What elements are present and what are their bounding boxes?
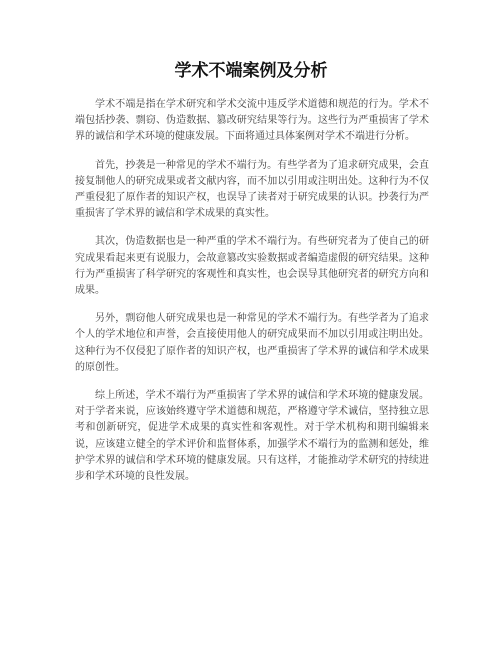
- paragraph-data-fabrication: 其次，伪造数据也是一种严重的学术不端行为。有些研究者为了使自己的研究成果看起来更有说服力，会故意篡改实验数据或者编造虚假的研究结果。这种行为严重损害了科学研究的客观性和真实性，也会误导其他研究者的研究方向和成果。: [75, 236, 429, 297]
- document-title: 学术不端案例及分析: [174, 61, 328, 81]
- paragraph-intro: 学术不端是指在学术研究和学术交流中违反学术道德和规范的行为。学术不端包括抄袭、剽窃、伪造数据、篡改研究结果等行为。这些行为严重损害了学术界的诚信和学术环境的健康发展。下面将通过具体案例对学术不端进行分析。: [75, 99, 429, 143]
- paragraph-conclusion: 综上所述，学术不端行为严重损害了学术界的诚信和学术环境的健康发展。对于学者来说，应该始终遵守学术道德和规范，严格遵守学术诚信，坚持独立思考和创新研究，促进学术成果的真实性和客观性。对于学术机构和期刊编辑来说，应该建立健全的学术评价和监督体系，加强学术不端行为的监测和惩处，维护学术界的诚信和学术环境的健康发展。只有这样，才能推动学术研究的持续进步和学术环境的良性发展。: [75, 390, 429, 483]
- paragraph-appropriation: 另外，剽窃他人研究成果也是一种常见的学术不端行为。有些学者为了追求个人的学术地位和声誉，会直接使用他人的研究成果而不加以引用或注明出处。这种行为不仅侵犯了原作者的知识产权，也严重损害了学术界的诚信和学术成果的原创性。: [75, 313, 429, 373]
- document-body: [75, 97, 429, 497]
- paragraph-plagiarism: 首先，抄袭是一种常见的学术不端行为。有些学者为了追求研究成果，会直接复制他人的研究成果或者文献内容，而不加以引用或注明出处。这种行为不仅严重侵犯了原作者的知识产权，也误导了读者对于研究成果的认识。抄袭行为严重损害了学术界的诚信和学术成果的真实性。: [75, 159, 429, 220]
